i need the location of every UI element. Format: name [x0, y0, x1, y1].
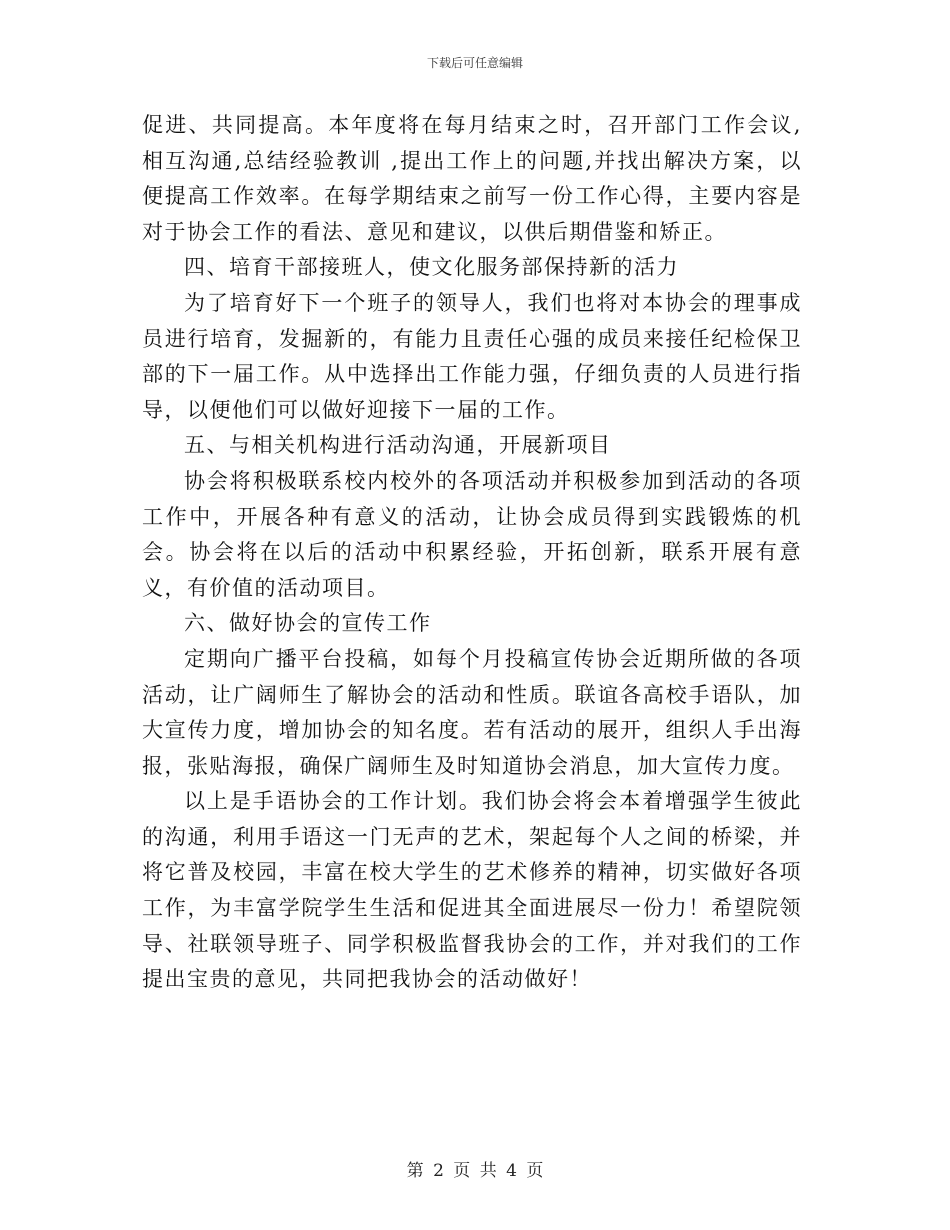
- page-footer: 第 2 页 共 4 页: [406, 1161, 544, 1181]
- paragraph-section-4: 为了培育好下一个班子的领导人，我们也将对本协会的理事成员进行培育，发掘新的，有能力且责任心强的成员来接任纪检保卫部的下一届工作。从中选择出工作能力强，仔细负责的人员进行指导，以便他们可以做好迎接下一届的工作。: [142, 290, 802, 422]
- section-heading-5: 五、与相关机构进行活动沟通，开展新项目: [184, 433, 612, 458]
- section-heading-6: 六、做好协会的宣传工作: [184, 611, 432, 636]
- paragraph-continuation: 促进、共同提高。本年度将在每月结束之时，召开部门工作会议,相互沟通,总结经验教训 ,提出工作上的问题,并找出解决方案，以便提高工作效率。在每学期结束之前写一份工作心得，主要内容是对于协会工作的看法、意见和建议，以供后期借鉴和矫正。: [142, 113, 802, 244]
- paragraph-section-6: 定期向广播平台投稿，如每个月投稿宣传协会近期所做的各项活动，让广阔师生了解协会的活动和性质。联谊各高校手语队，加大宣传力度，增加协会的知名度。若有活动的展开，组织人手出海报，张贴海报，确保广阔师生及时知道协会消息，加大宣传力度。: [142, 646, 802, 778]
- page-header: 下载后可任意编辑: [426, 56, 523, 70]
- paragraph-section-5: 协会将积极联系校内校外的各项活动并积极参加到活动的各项工作中，开展各种有意义的活动，让协会成员得到实践锻炼的机会。协会将在以后的活动中积累经验，开拓创新，联系开展有意义，有价值的活动项目。: [142, 468, 802, 600]
- section-heading-4: 四、培育干部接班人，使文化服务部保持新的活力: [184, 255, 679, 280]
- paragraph-conclusion: 以上是手语协会的工作计划。我们协会将会本着增强学生彼此的沟通，利用手语这一门无声的艺术，架起每个人之间的桥梁，并将它普及校园，丰富在校大学生的艺术修养的精神，切实做好各项工作，为丰富学院学生生活和促进其全面进展尽一份力！希望院领导、社联领导班子、同学积极监督我协会的工作，并对我们的工作提出宝贵的意见，共同把我协会的活动做好！: [142, 789, 802, 992]
- document-body: [142, 108, 802, 998]
